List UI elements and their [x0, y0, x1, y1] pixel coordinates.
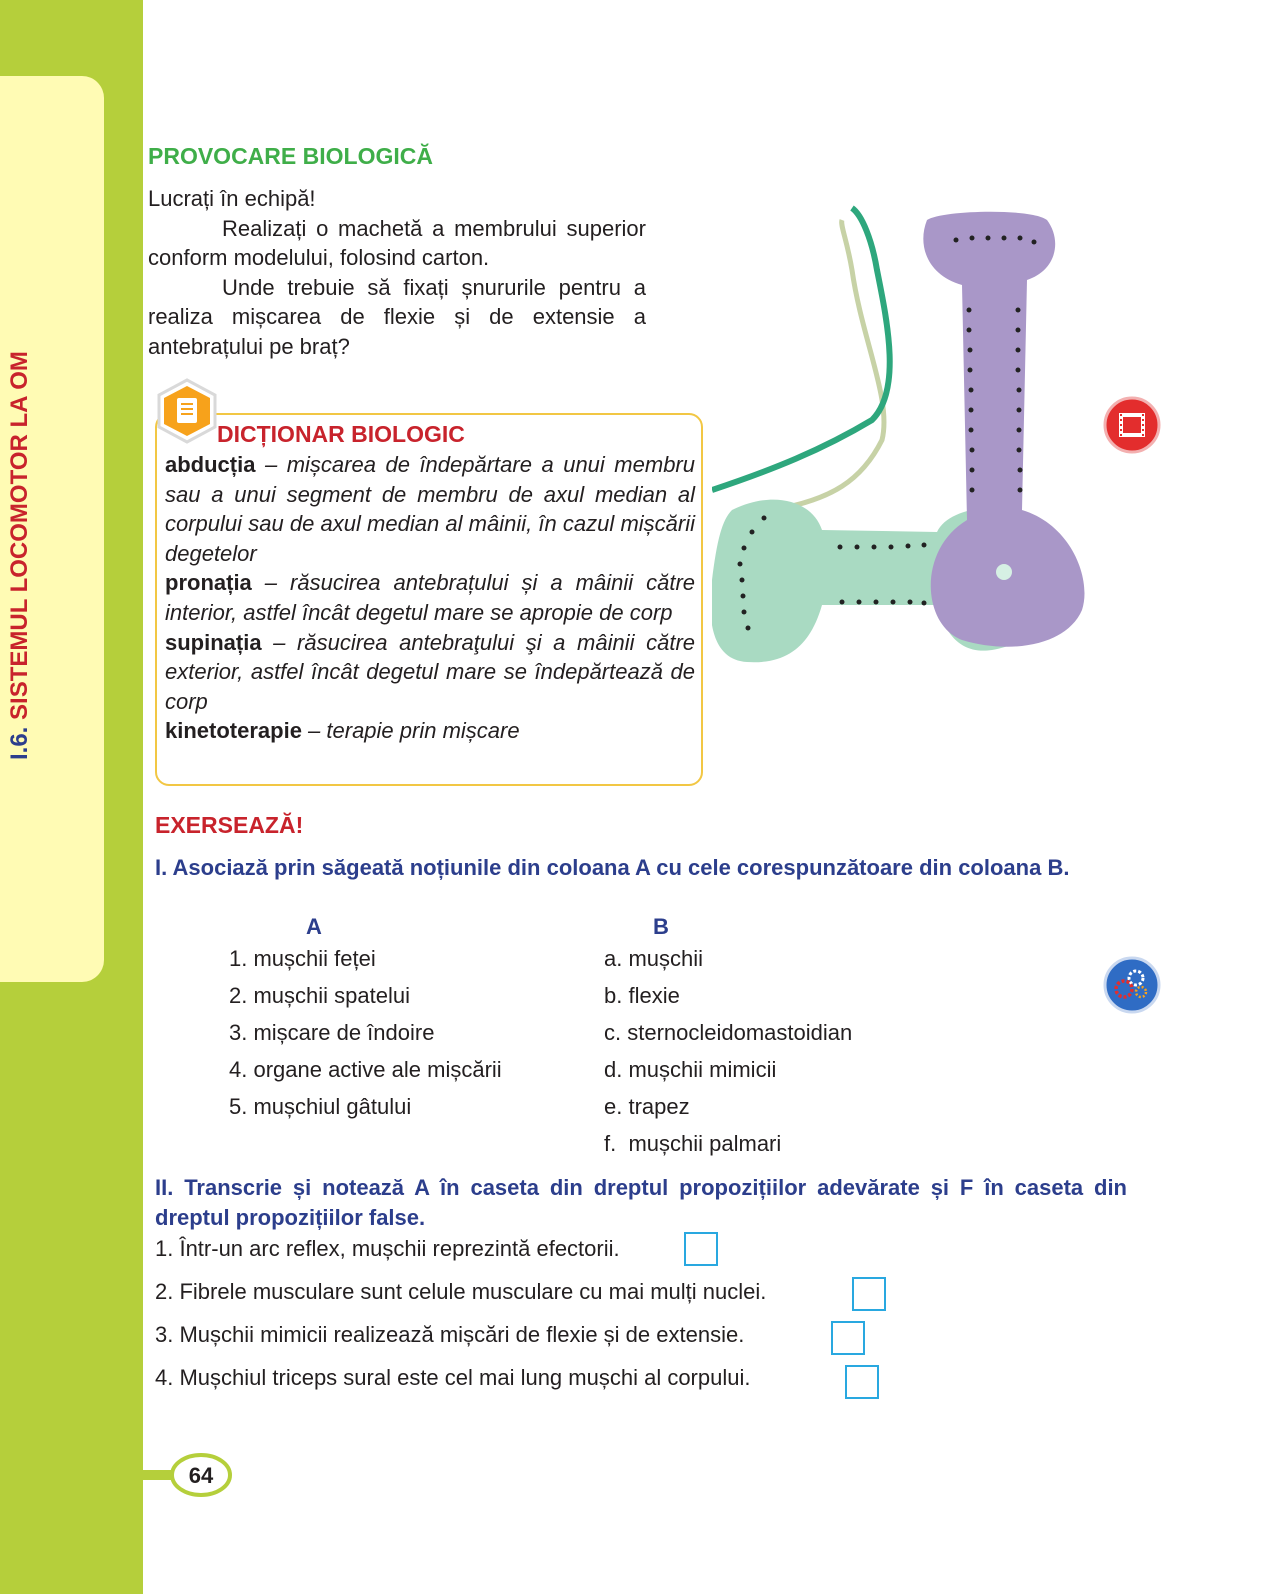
gears-icon[interactable] — [1103, 956, 1161, 1014]
chapter-number: I.6. — [6, 726, 33, 760]
page-number-badge — [143, 1452, 233, 1498]
dictionary-entry — [165, 568, 695, 627]
film-icon[interactable] — [1103, 396, 1161, 454]
dictionary-entries — [165, 450, 695, 746]
answer-box[interactable] — [831, 1321, 865, 1355]
entry-term: pronația — [165, 570, 252, 596]
dictionary-title: DICȚIONAR BIOLOGIC — [217, 421, 465, 447]
statement-1 — [155, 1236, 620, 1262]
answer-box[interactable] — [845, 1365, 879, 1399]
statement-3 — [155, 1322, 744, 1348]
entry-term: supinația — [165, 629, 262, 655]
entry-definition: – terapie prin mișcare — [301, 718, 520, 744]
exercise-title: EXERSEAZĂ! — [155, 812, 304, 838]
column-a-item: 3. mișcare de îndoire — [229, 1020, 435, 1045]
question-2: II. Transcrie și notează A în caseta din dreptul propozițiilor adevărate și F în caseta din dreptul propozițiilor false. — [155, 1175, 1127, 1230]
entry-term: kinetoterapie — [165, 718, 302, 744]
answer-box[interactable] — [684, 1232, 718, 1266]
statement-text: 1. Într-un arc reflex, mușchii reprezintă efectorii. — [155, 1236, 620, 1261]
challenge-para2: Unde trebuie să fixați șnururile pentru a realiza mișcarea de flexie și de extensie a antebrațului pe braț? — [148, 274, 646, 359]
column-b-item: b. flexie — [604, 983, 680, 1008]
challenge-line1: Lucrați în echipă! — [148, 186, 316, 211]
entry-definition: – mișcarea de îndepărtare a unui membru sau a unui segment de membru de axul median al corpului sau de axul median al mâinii, în cazul mișcării degetelor — [165, 452, 695, 566]
column-b-item: c. sternocleidomastoidian — [604, 1020, 853, 1045]
question-1: I. Asociază prin săgeată noțiunile din coloana A cu cele corespunzătoare din coloana B. — [155, 855, 1070, 880]
column-b-item: e. trapez — [604, 1094, 690, 1119]
chapter-heading — [6, 351, 34, 760]
column-a-item: 4. organe active ale mișcării — [229, 1057, 502, 1082]
notebook-icon — [156, 378, 218, 444]
challenge-title: PROVOCARE BIOLOGICĂ — [148, 143, 433, 169]
answer-box[interactable] — [852, 1277, 886, 1311]
challenge-para1: Realizați o machetă a membrului superior conform modelului, folosind carton. — [148, 215, 646, 270]
arm-model-photo — [712, 200, 1112, 680]
challenge-text — [148, 184, 646, 361]
column-a-item: 1. mușchii feței — [229, 946, 376, 971]
page-number: 64 — [188, 1463, 214, 1488]
dictionary-entry — [165, 628, 695, 717]
statement-text: 2. Fibrele musculare sunt celule musculare cu mai mulți nuclei. — [155, 1279, 767, 1304]
entry-term: abducția — [165, 452, 256, 477]
column-b-item: a. mușchii — [604, 946, 704, 971]
statement-text: 4. Mușchiul triceps sural este cel mai lung mușchi al corpului. — [155, 1365, 751, 1390]
column-b-item: f. mușchii palmari — [604, 1131, 782, 1156]
statement-text: 3. Mușchii mimicii realizează mișcări de flexie și de extensie. — [155, 1322, 745, 1347]
column-a-header: A — [306, 914, 322, 939]
statement-2 — [155, 1279, 766, 1305]
dictionary-entry — [165, 450, 695, 568]
column-b-item: d. mușchii mimicii — [604, 1057, 777, 1082]
dictionary-entry — [165, 716, 695, 746]
chapter-title: SISTEMUL LOCOMOTOR LA OM — [6, 351, 33, 720]
column-a-item: 5. mușchiul gâtului — [229, 1094, 412, 1119]
statement-4 — [155, 1365, 750, 1391]
column-b-header: B — [653, 914, 669, 939]
entry-definition: – răsucirea antebrațului și a mâinii către interior, astfel încât degetul mare se apropie de corp — [165, 570, 695, 625]
entry-definition: – răsucirea antebraţului şi a mâinii către exterior, astfel încât degetul mare se îndepărtează de corp — [165, 629, 695, 714]
column-a-item: 2. mușchii spatelui — [229, 983, 410, 1008]
